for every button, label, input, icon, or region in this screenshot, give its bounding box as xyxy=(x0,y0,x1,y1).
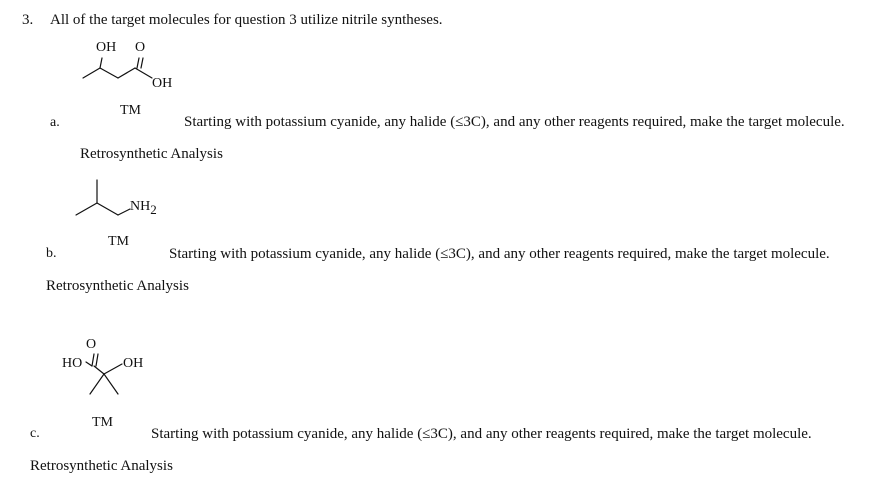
part-a-instruction: Starting with potassium cyanide, any halide (≤3C), and any other reagents required, make the target molecule. xyxy=(184,114,845,130)
part-b-retro-label: Retrosynthetic Analysis xyxy=(46,278,189,294)
amine-nh: NH xyxy=(130,199,151,214)
molecule-c-oh-label: OH xyxy=(123,356,144,371)
part-a-tm-label: TM xyxy=(120,103,141,118)
molecule-c-structure xyxy=(0,0,200,420)
part-a-retro-label: Retrosynthetic Analysis xyxy=(80,146,223,162)
part-b-tm-label: TM xyxy=(108,234,129,249)
molecule-a-oh-label: OH xyxy=(96,40,117,55)
question-intro: All of the target molecules for question 3 utilize nitrile syntheses. xyxy=(50,12,443,28)
part-c-tm-label: TM xyxy=(92,415,113,430)
part-c-instruction: Starting with potassium cyanide, any halide (≤3C), and any other reagents required, make the target molecule. xyxy=(151,426,812,442)
part-c-label: c. xyxy=(30,426,40,441)
molecule-c-o-label: O xyxy=(86,337,97,352)
part-a-label: a. xyxy=(50,115,60,130)
part-b-label: b. xyxy=(46,246,57,261)
question-number: 3. xyxy=(22,12,34,28)
amine-subscript: 2 xyxy=(150,201,157,217)
molecule-a-acid-oh-label: OH xyxy=(152,76,173,91)
molecule-c-ho-label: HO xyxy=(62,356,83,371)
part-b-instruction: Starting with potassium cyanide, any halide (≤3C), and any other reagents required, make the target molecule. xyxy=(169,246,830,262)
part-c-retro-label: Retrosynthetic Analysis xyxy=(30,458,173,474)
molecule-a-o-label: O xyxy=(135,40,146,55)
